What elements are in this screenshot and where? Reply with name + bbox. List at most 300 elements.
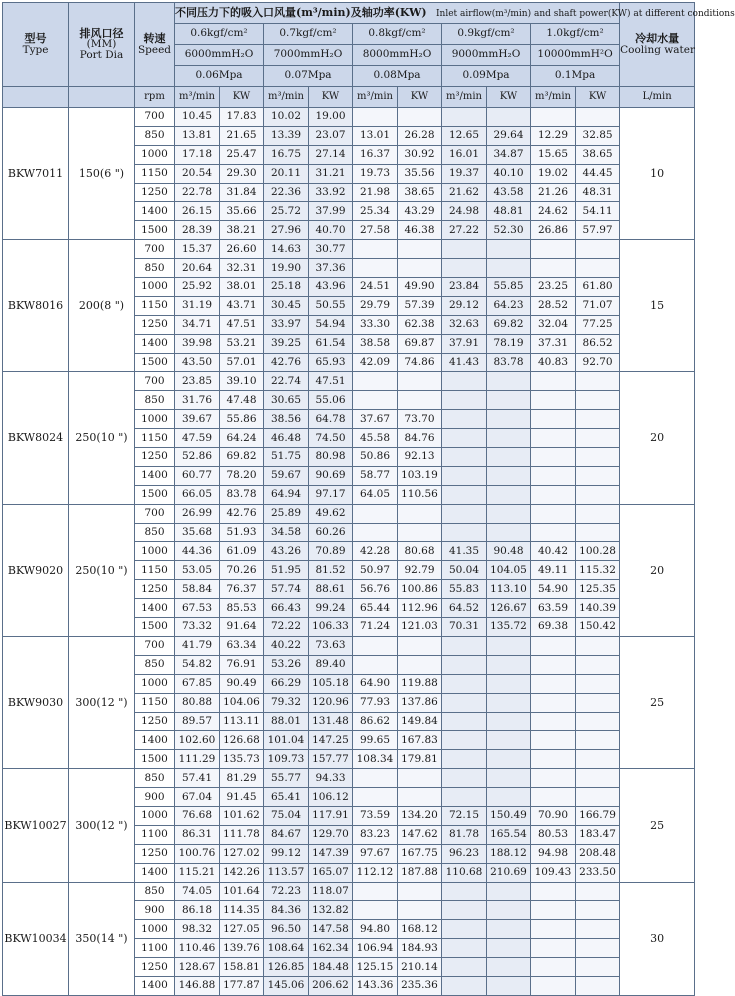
flow-cell: 65.41 bbox=[264, 788, 309, 807]
flow-cell: 19.02 bbox=[531, 164, 576, 183]
flow-cell: 27.96 bbox=[264, 221, 309, 240]
flow-cell: 86.18 bbox=[175, 901, 220, 920]
power-cell: 91.64 bbox=[220, 618, 264, 637]
power-cell: 166.79 bbox=[576, 806, 620, 825]
flow-cell: 23.25 bbox=[531, 278, 576, 297]
pressure-mmh2o: 9000mmH₂O bbox=[442, 45, 531, 66]
power-cell bbox=[398, 240, 442, 259]
unit-kw: KW bbox=[576, 87, 620, 108]
power-cell: 63.34 bbox=[220, 636, 264, 655]
flow-cell: 20.54 bbox=[175, 164, 220, 183]
power-cell: 125.35 bbox=[576, 580, 620, 599]
flow-cell: 20.11 bbox=[264, 164, 309, 183]
port-cell: 300(12 ") bbox=[69, 769, 135, 882]
flow-cell bbox=[442, 712, 487, 731]
table-row bbox=[3, 372, 695, 391]
power-cell: 31.84 bbox=[220, 183, 264, 202]
power-cell: 17.83 bbox=[220, 108, 264, 127]
pressure-mmh2o: 7000mmH₂O bbox=[264, 45, 353, 66]
flow-cell: 42.28 bbox=[353, 542, 398, 561]
power-cell bbox=[576, 240, 620, 259]
power-cell: 137.86 bbox=[398, 693, 442, 712]
flow-cell bbox=[442, 466, 487, 485]
power-cell: 167.75 bbox=[398, 844, 442, 863]
power-cell: 47.48 bbox=[220, 391, 264, 410]
flow-cell: 109.73 bbox=[264, 750, 309, 769]
pressure-mpa: 0.08Mpa bbox=[353, 66, 442, 87]
power-cell: 39.10 bbox=[220, 372, 264, 391]
flow-cell: 59.67 bbox=[264, 466, 309, 485]
flow-cell: 31.76 bbox=[175, 391, 220, 410]
flow-cell bbox=[353, 523, 398, 542]
flow-cell: 27.58 bbox=[353, 221, 398, 240]
flow-cell: 80.88 bbox=[175, 693, 220, 712]
rpm-cell: 1500 bbox=[135, 353, 175, 372]
flow-cell: 43.26 bbox=[264, 542, 309, 561]
flow-cell: 50.86 bbox=[353, 448, 398, 467]
flow-cell: 55.83 bbox=[442, 580, 487, 599]
flow-cell bbox=[442, 108, 487, 127]
power-cell: 101.64 bbox=[220, 882, 264, 901]
power-cell bbox=[487, 939, 531, 958]
flow-cell: 66.05 bbox=[175, 485, 220, 504]
unit-type bbox=[3, 87, 69, 108]
flow-cell: 22.78 bbox=[175, 183, 220, 202]
power-cell: 126.68 bbox=[220, 731, 264, 750]
flow-cell: 64.05 bbox=[353, 485, 398, 504]
power-cell bbox=[576, 882, 620, 901]
flow-cell: 94.98 bbox=[531, 844, 576, 863]
flow-cell: 23.85 bbox=[175, 372, 220, 391]
rpm-cell: 1250 bbox=[135, 315, 175, 334]
power-cell: 113.11 bbox=[220, 712, 264, 731]
cooling-cell: 30 bbox=[620, 882, 695, 995]
flow-cell: 100.76 bbox=[175, 844, 220, 863]
rpm-cell: 1150 bbox=[135, 164, 175, 183]
power-cell: 187.88 bbox=[398, 863, 442, 882]
flow-cell bbox=[531, 976, 576, 995]
pressure-kgf: 0.8kgf/cm² bbox=[353, 24, 442, 45]
power-cell bbox=[487, 788, 531, 807]
power-cell: 106.33 bbox=[309, 618, 353, 637]
power-cell: 70.89 bbox=[309, 542, 353, 561]
rpm-cell: 700 bbox=[135, 108, 175, 127]
flow-cell bbox=[442, 976, 487, 995]
flow-cell: 108.64 bbox=[264, 939, 309, 958]
power-cell bbox=[487, 712, 531, 731]
flow-cell bbox=[531, 939, 576, 958]
power-cell: 71.07 bbox=[576, 296, 620, 315]
power-cell: 26.60 bbox=[220, 240, 264, 259]
power-cell: 69.82 bbox=[487, 315, 531, 334]
power-cell: 77.25 bbox=[576, 315, 620, 334]
model-cell: BKW9020 bbox=[3, 504, 69, 636]
rpm-cell: 850 bbox=[135, 126, 175, 145]
flow-cell: 74.05 bbox=[175, 882, 220, 901]
rpm-cell: 900 bbox=[135, 901, 175, 920]
flow-cell bbox=[442, 429, 487, 448]
flow-cell: 32.63 bbox=[442, 315, 487, 334]
power-cell: 81.52 bbox=[309, 561, 353, 580]
power-cell: 106.12 bbox=[309, 788, 353, 807]
flow-cell: 24.62 bbox=[531, 202, 576, 221]
power-cell: 149.84 bbox=[398, 712, 442, 731]
flow-cell: 40.42 bbox=[531, 542, 576, 561]
power-cell: 134.20 bbox=[398, 806, 442, 825]
flow-cell: 38.56 bbox=[264, 410, 309, 429]
model-cell: BKW7011 bbox=[3, 108, 69, 240]
unit-flow: m³/min bbox=[353, 87, 398, 108]
power-cell: 115.32 bbox=[576, 561, 620, 580]
power-cell bbox=[576, 391, 620, 410]
cooling-cell: 20 bbox=[620, 372, 695, 504]
flow-cell: 10.45 bbox=[175, 108, 220, 127]
flow-cell: 53.26 bbox=[264, 655, 309, 674]
flow-cell: 126.85 bbox=[264, 958, 309, 977]
flow-cell: 80.53 bbox=[531, 825, 576, 844]
rpm-cell: 1100 bbox=[135, 939, 175, 958]
flow-cell: 24.51 bbox=[353, 278, 398, 297]
power-cell: 38.21 bbox=[220, 221, 264, 240]
power-cell: 74.86 bbox=[398, 353, 442, 372]
flow-cell: 73.32 bbox=[175, 618, 220, 637]
flow-cell: 31.19 bbox=[175, 296, 220, 315]
power-cell: 147.58 bbox=[309, 920, 353, 939]
rpm-cell: 850 bbox=[135, 769, 175, 788]
flow-cell bbox=[531, 769, 576, 788]
flow-cell: 63.59 bbox=[531, 599, 576, 618]
power-cell bbox=[576, 429, 620, 448]
rpm-cell: 700 bbox=[135, 504, 175, 523]
rpm-cell: 1150 bbox=[135, 296, 175, 315]
pressure-mpa: 0.06Mpa bbox=[175, 66, 264, 87]
cooling-cell: 10 bbox=[620, 108, 695, 240]
flow-cell: 27.22 bbox=[442, 221, 487, 240]
power-cell: 30.77 bbox=[309, 240, 353, 259]
flow-cell: 81.78 bbox=[442, 825, 487, 844]
table-row bbox=[3, 882, 695, 901]
flow-cell bbox=[442, 655, 487, 674]
power-cell: 140.39 bbox=[576, 599, 620, 618]
flow-cell: 108.34 bbox=[353, 750, 398, 769]
power-cell: 32.85 bbox=[576, 126, 620, 145]
power-cell: 80.68 bbox=[398, 542, 442, 561]
power-cell: 51.93 bbox=[220, 523, 264, 542]
flow-cell bbox=[531, 655, 576, 674]
flow-cell: 75.04 bbox=[264, 806, 309, 825]
rpm-cell: 1000 bbox=[135, 806, 175, 825]
power-cell: 147.62 bbox=[398, 825, 442, 844]
spec-sheet bbox=[2, 2, 735, 992]
power-cell bbox=[487, 429, 531, 448]
flow-cell: 19.37 bbox=[442, 164, 487, 183]
rpm-cell: 1150 bbox=[135, 693, 175, 712]
flow-cell bbox=[531, 731, 576, 750]
flow-cell: 64.52 bbox=[442, 599, 487, 618]
flow-cell: 40.83 bbox=[531, 353, 576, 372]
flow-cell: 40.22 bbox=[264, 636, 309, 655]
flow-cell: 14.63 bbox=[264, 240, 309, 259]
rpm-cell: 1250 bbox=[135, 844, 175, 863]
flow-cell: 42.76 bbox=[264, 353, 309, 372]
flow-cell: 70.90 bbox=[531, 806, 576, 825]
power-cell: 61.54 bbox=[309, 334, 353, 353]
power-cell: 38.65 bbox=[576, 145, 620, 164]
power-cell: 35.66 bbox=[220, 202, 264, 221]
flow-cell bbox=[442, 410, 487, 429]
power-cell: 88.61 bbox=[309, 580, 353, 599]
power-cell: 90.69 bbox=[309, 466, 353, 485]
rpm-cell: 1150 bbox=[135, 561, 175, 580]
power-cell: 60.26 bbox=[309, 523, 353, 542]
flow-cell: 65.44 bbox=[353, 599, 398, 618]
flow-cell bbox=[531, 523, 576, 542]
flow-cell bbox=[531, 259, 576, 278]
flow-cell: 143.36 bbox=[353, 976, 398, 995]
flow-cell: 50.97 bbox=[353, 561, 398, 580]
power-cell: 65.93 bbox=[309, 353, 353, 372]
power-cell: 162.34 bbox=[309, 939, 353, 958]
power-cell: 40.10 bbox=[487, 164, 531, 183]
pressure-mpa: 0.07Mpa bbox=[264, 66, 353, 87]
power-cell bbox=[487, 731, 531, 750]
power-cell: 177.87 bbox=[220, 976, 264, 995]
power-cell: 127.02 bbox=[220, 844, 264, 863]
flow-cell: 56.76 bbox=[353, 580, 398, 599]
unit-flow: m³/min bbox=[264, 87, 309, 108]
pressure-mpa: 0.1Mpa bbox=[531, 66, 620, 87]
power-cell: 48.31 bbox=[576, 183, 620, 202]
power-cell bbox=[576, 485, 620, 504]
flow-cell: 28.52 bbox=[531, 296, 576, 315]
power-cell: 64.24 bbox=[220, 429, 264, 448]
cooling-cell: 25 bbox=[620, 636, 695, 768]
power-cell: 34.87 bbox=[487, 145, 531, 164]
power-cell: 62.38 bbox=[398, 315, 442, 334]
flow-cell bbox=[442, 448, 487, 467]
pressure-mmh2o: 8000mmH₂O bbox=[353, 45, 442, 66]
rpm-cell: 1000 bbox=[135, 410, 175, 429]
power-cell: 54.11 bbox=[576, 202, 620, 221]
power-cell: 57.97 bbox=[576, 221, 620, 240]
rpm-cell: 1500 bbox=[135, 485, 175, 504]
rpm-cell: 850 bbox=[135, 523, 175, 542]
power-cell bbox=[487, 655, 531, 674]
unit-kw: KW bbox=[398, 87, 442, 108]
table-header bbox=[3, 3, 735, 108]
flow-cell bbox=[442, 901, 487, 920]
pressure-mpa: 0.09Mpa bbox=[442, 66, 531, 87]
unit-port bbox=[69, 87, 135, 108]
power-cell bbox=[487, 504, 531, 523]
rpm-cell: 1000 bbox=[135, 145, 175, 164]
power-cell: 208.48 bbox=[576, 844, 620, 863]
flow-cell: 26.86 bbox=[531, 221, 576, 240]
power-cell: 165.07 bbox=[309, 863, 353, 882]
power-cell bbox=[576, 976, 620, 995]
flow-cell bbox=[353, 769, 398, 788]
power-cell bbox=[487, 410, 531, 429]
rpm-cell: 700 bbox=[135, 240, 175, 259]
port-cell: 250(10 ") bbox=[69, 372, 135, 504]
power-cell: 131.48 bbox=[309, 712, 353, 731]
flow-cell: 25.34 bbox=[353, 202, 398, 221]
power-cell: 135.72 bbox=[487, 618, 531, 637]
power-cell: 103.19 bbox=[398, 466, 442, 485]
flow-cell: 60.77 bbox=[175, 466, 220, 485]
table-row bbox=[3, 240, 695, 259]
pressure-kgf: 1.0kgf/cm² bbox=[531, 24, 620, 45]
power-cell: 83.78 bbox=[487, 353, 531, 372]
power-cell: 233.50 bbox=[576, 863, 620, 882]
power-cell bbox=[398, 788, 442, 807]
flow-cell: 58.84 bbox=[175, 580, 220, 599]
flow-cell bbox=[353, 240, 398, 259]
power-cell bbox=[576, 372, 620, 391]
flow-cell: 96.50 bbox=[264, 920, 309, 939]
power-cell: 78.20 bbox=[220, 466, 264, 485]
flow-cell: 77.93 bbox=[353, 693, 398, 712]
flow-cell bbox=[442, 693, 487, 712]
rpm-cell: 850 bbox=[135, 655, 175, 674]
power-cell: 150.49 bbox=[487, 806, 531, 825]
rpm-cell: 1400 bbox=[135, 599, 175, 618]
flow-cell: 128.67 bbox=[175, 958, 220, 977]
power-cell: 61.80 bbox=[576, 278, 620, 297]
header-port: 排风口径 (MM) Port Dia bbox=[69, 3, 135, 87]
power-cell: 168.12 bbox=[398, 920, 442, 939]
flow-cell: 52.86 bbox=[175, 448, 220, 467]
flow-cell: 39.98 bbox=[175, 334, 220, 353]
power-cell: 69.87 bbox=[398, 334, 442, 353]
unit-flow: m³/min bbox=[531, 87, 576, 108]
power-cell bbox=[576, 693, 620, 712]
flow-cell: 25.18 bbox=[264, 278, 309, 297]
flow-cell: 57.41 bbox=[175, 769, 220, 788]
flow-cell bbox=[353, 788, 398, 807]
flow-cell: 19.90 bbox=[264, 259, 309, 278]
flow-cell bbox=[442, 372, 487, 391]
power-cell: 86.52 bbox=[576, 334, 620, 353]
flow-cell: 64.90 bbox=[353, 674, 398, 693]
pressure-mmh2o: 6000mmH₂O bbox=[175, 45, 264, 66]
flow-cell: 29.12 bbox=[442, 296, 487, 315]
flow-cell: 33.30 bbox=[353, 315, 398, 334]
flow-cell bbox=[442, 920, 487, 939]
flow-cell: 53.05 bbox=[175, 561, 220, 580]
power-cell: 57.01 bbox=[220, 353, 264, 372]
flow-cell: 37.91 bbox=[442, 334, 487, 353]
power-cell bbox=[487, 466, 531, 485]
flow-cell bbox=[531, 901, 576, 920]
flow-cell bbox=[353, 655, 398, 674]
rpm-cell: 1500 bbox=[135, 750, 175, 769]
power-cell: 92.13 bbox=[398, 448, 442, 467]
power-cell: 84.76 bbox=[398, 429, 442, 448]
power-cell: 210.14 bbox=[398, 958, 442, 977]
power-cell bbox=[576, 410, 620, 429]
flow-cell: 67.53 bbox=[175, 599, 220, 618]
rpm-cell: 1400 bbox=[135, 731, 175, 750]
power-cell bbox=[398, 372, 442, 391]
flow-cell: 38.58 bbox=[353, 334, 398, 353]
flow-cell: 32.04 bbox=[531, 315, 576, 334]
flow-cell: 112.12 bbox=[353, 863, 398, 882]
unit-rpm: rpm bbox=[135, 87, 175, 108]
power-cell: 61.09 bbox=[220, 542, 264, 561]
flow-cell: 10.02 bbox=[264, 108, 309, 127]
power-cell bbox=[487, 372, 531, 391]
flow-cell: 106.94 bbox=[353, 939, 398, 958]
flow-cell bbox=[353, 372, 398, 391]
port-cell: 200(8 ") bbox=[69, 240, 135, 372]
flow-cell bbox=[531, 636, 576, 655]
header-speed: 转速 Speed bbox=[135, 3, 175, 87]
power-cell: 100.86 bbox=[398, 580, 442, 599]
power-cell: 118.07 bbox=[309, 882, 353, 901]
flow-cell bbox=[531, 429, 576, 448]
flow-cell: 46.48 bbox=[264, 429, 309, 448]
power-cell bbox=[487, 693, 531, 712]
power-cell bbox=[398, 655, 442, 674]
power-cell: 206.62 bbox=[309, 976, 353, 995]
power-cell: 49.90 bbox=[398, 278, 442, 297]
power-cell: 29.30 bbox=[220, 164, 264, 183]
power-cell: 101.62 bbox=[220, 806, 264, 825]
flow-cell bbox=[353, 108, 398, 127]
flow-cell: 26.15 bbox=[175, 202, 220, 221]
power-cell: 111.78 bbox=[220, 825, 264, 844]
flow-cell bbox=[531, 448, 576, 467]
power-cell: 139.76 bbox=[220, 939, 264, 958]
flow-cell bbox=[531, 958, 576, 977]
power-cell: 92.70 bbox=[576, 353, 620, 372]
power-cell: 100.28 bbox=[576, 542, 620, 561]
power-cell bbox=[487, 240, 531, 259]
power-cell: 142.26 bbox=[220, 863, 264, 882]
model-cell: BKW10027 bbox=[3, 769, 69, 882]
power-cell bbox=[487, 901, 531, 920]
header-type: 型号 Type bbox=[3, 3, 69, 87]
rpm-cell: 700 bbox=[135, 636, 175, 655]
flow-cell: 30.65 bbox=[264, 391, 309, 410]
flow-cell bbox=[442, 504, 487, 523]
power-cell: 167.83 bbox=[398, 731, 442, 750]
power-cell: 132.82 bbox=[309, 901, 353, 920]
port-cell: 150(6 ") bbox=[69, 108, 135, 240]
power-cell bbox=[398, 769, 442, 788]
power-cell: 97.17 bbox=[309, 485, 353, 504]
flow-cell: 39.67 bbox=[175, 410, 220, 429]
flow-cell: 64.94 bbox=[264, 485, 309, 504]
power-cell: 135.73 bbox=[220, 750, 264, 769]
flow-cell: 43.50 bbox=[175, 353, 220, 372]
power-cell: 69.82 bbox=[220, 448, 264, 467]
flow-cell bbox=[531, 750, 576, 769]
power-cell: 47.51 bbox=[220, 315, 264, 334]
flow-cell bbox=[442, 788, 487, 807]
power-cell: 90.49 bbox=[220, 674, 264, 693]
power-cell bbox=[487, 976, 531, 995]
power-cell: 105.18 bbox=[309, 674, 353, 693]
unit-flow: m³/min bbox=[175, 87, 220, 108]
flow-cell: 42.09 bbox=[353, 353, 398, 372]
model-cell: BKW8016 bbox=[3, 240, 69, 372]
flow-cell: 21.26 bbox=[531, 183, 576, 202]
rpm-cell: 1400 bbox=[135, 466, 175, 485]
table-row bbox=[3, 636, 695, 655]
flow-cell bbox=[531, 693, 576, 712]
